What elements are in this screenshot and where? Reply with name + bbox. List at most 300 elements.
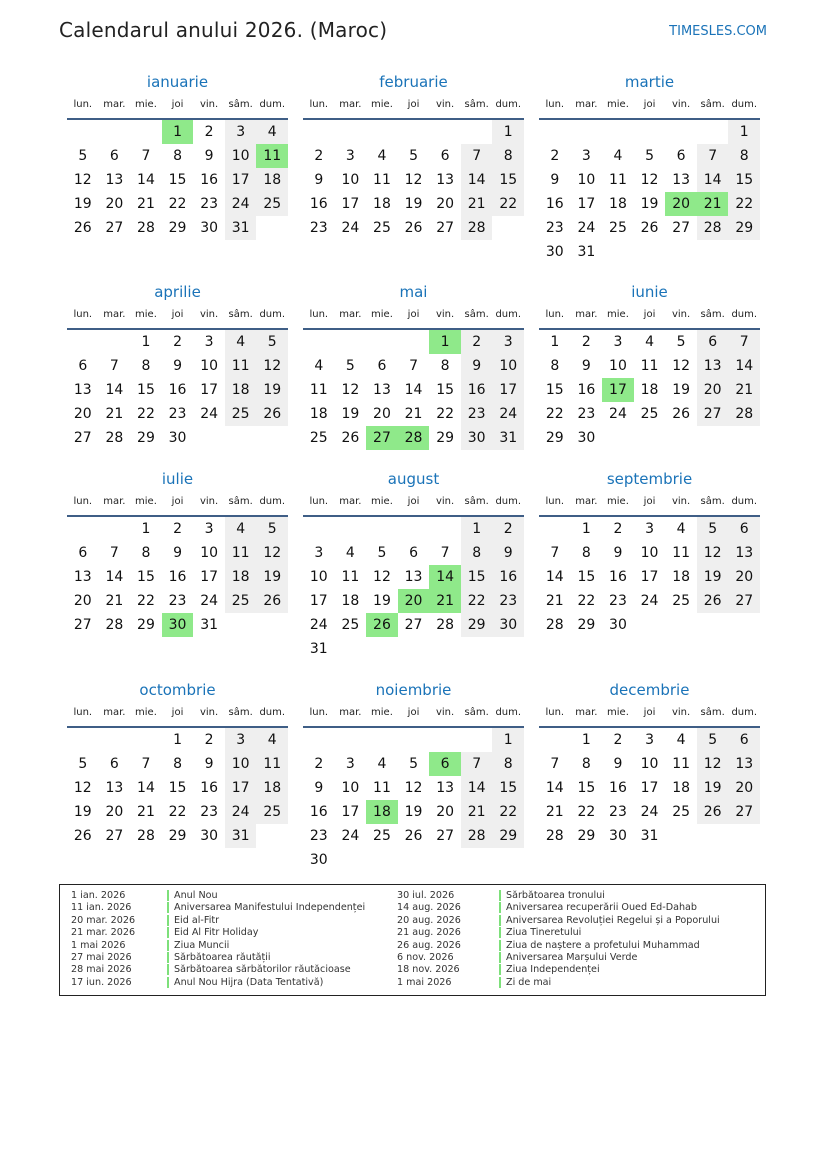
week-row [67, 517, 288, 541]
day-cell: 29 [545, 430, 564, 446]
weekday-label: sâm. [228, 309, 253, 320]
empty-day-cell [492, 637, 524, 661]
empty-day-cell [461, 728, 493, 752]
weekday-label: lun. [545, 707, 565, 718]
month-noiembrie [303, 680, 524, 872]
weekend-day-cell: 11 [225, 354, 257, 378]
day-cell: 22 [168, 804, 187, 820]
week-row [67, 752, 288, 776]
weekend-day-cell: 28 [728, 402, 760, 426]
legend-row [71, 952, 401, 964]
empty-day-cell [665, 426, 697, 450]
week-row [539, 330, 760, 354]
day-cell: 7 [141, 148, 151, 164]
day-cell: 16 [168, 569, 187, 585]
weekend-day-cell: 8 [492, 144, 524, 168]
weekend-day-cell: 16 [461, 378, 493, 402]
empty-day-cell [697, 426, 729, 450]
day-cell: 16 [168, 382, 187, 398]
legend-row [397, 915, 757, 927]
weekday-label: dum. [259, 707, 286, 718]
holiday-legend [59, 884, 766, 996]
empty-day-cell [303, 330, 335, 354]
weekday-label: mar. [339, 99, 362, 110]
weekend-day-cell: 9 [461, 354, 493, 378]
empty-day-cell [398, 728, 430, 752]
day-cell: 28 [545, 617, 564, 633]
day-cell: 10 [609, 358, 627, 374]
weekday-label: mie. [371, 496, 393, 507]
day-cell: 4 [377, 756, 387, 772]
day-cell: 28 [436, 617, 455, 633]
day-cell: 23 [577, 406, 596, 422]
day-cell: 19 [640, 196, 659, 212]
week-row [539, 728, 760, 752]
day-cell: 10 [341, 780, 360, 796]
day-cell: 23 [609, 593, 627, 609]
weekend-day-cell: 19 [256, 565, 288, 589]
holiday-day-cell: 18 [366, 800, 398, 824]
day-cell: 9 [204, 756, 214, 772]
day-cell: 17 [200, 382, 219, 398]
empty-day-cell [634, 240, 666, 264]
day-cell: 21 [105, 406, 124, 422]
day-cell: 22 [577, 593, 596, 609]
day-cell: 30 [168, 430, 187, 446]
day-cell: 8 [581, 545, 591, 561]
day-cell: 24 [309, 617, 328, 633]
weekend-day-cell: 11 [225, 541, 257, 565]
holiday-name: Ziua Independenței [499, 964, 600, 975]
day-cell: 1 [141, 521, 151, 537]
weekend-day-cell: 28 [461, 216, 493, 240]
weekday-label: mie. [371, 707, 393, 718]
empty-day-cell [335, 637, 367, 661]
month-august [303, 469, 524, 661]
week-row [539, 426, 760, 450]
day-cell: 17 [309, 593, 328, 609]
day-cell: 15 [137, 569, 155, 585]
weekend-day-cell: 12 [256, 541, 288, 565]
empty-day-cell [67, 120, 99, 144]
day-cell: 13 [672, 172, 691, 188]
holiday-date: 17 iun. 2026 [71, 976, 132, 988]
day-cell: 15 [577, 780, 596, 796]
weekday-label: joi [171, 309, 184, 320]
empty-day-cell [398, 517, 430, 541]
day-cell: 22 [137, 406, 155, 422]
day-cell: 15 [137, 382, 155, 398]
day-cell: 22 [436, 406, 455, 422]
day-cell: 2 [613, 521, 623, 537]
weekday-label: dum. [731, 707, 758, 718]
day-cell: 15 [545, 382, 564, 398]
holiday-date: 27 mai 2026 [71, 951, 132, 963]
day-cell: 1 [141, 334, 151, 350]
empty-day-cell [303, 728, 335, 752]
weekday-label: mar. [103, 99, 126, 110]
weekday-label: sâm. [700, 707, 725, 718]
weekday-label: mie. [135, 496, 157, 507]
day-cell: 10 [577, 172, 596, 188]
day-cell: 4 [676, 732, 686, 748]
weekend-day-cell: 24 [225, 192, 257, 216]
weekend-day-cell: 17 [225, 168, 257, 192]
day-cell: 23 [309, 220, 328, 236]
week-row [67, 120, 288, 144]
week-row [539, 120, 760, 144]
empty-day-cell [366, 728, 398, 752]
day-cell: 23 [309, 828, 328, 844]
day-cell: 23 [200, 804, 219, 820]
empty-day-cell [366, 637, 398, 661]
weekday-label: lun. [309, 99, 329, 110]
month-aprilie [67, 282, 288, 450]
weekday-header [303, 704, 524, 728]
weekend-day-cell: 14 [461, 168, 493, 192]
day-cell: 12 [73, 780, 92, 796]
week-row [303, 378, 524, 402]
month-title: august [387, 470, 440, 488]
weekend-day-cell: 22 [492, 800, 524, 824]
holiday-date: 21 mar. 2026 [71, 927, 136, 939]
weekend-day-cell: 14 [728, 354, 760, 378]
empty-day-cell [429, 637, 461, 661]
weekday-label: mie. [135, 707, 157, 718]
day-cell: 4 [314, 358, 324, 374]
day-cell: 19 [373, 593, 391, 609]
day-cell: 23 [200, 196, 219, 212]
weekend-day-cell: 7 [697, 144, 729, 168]
weekday-label: sâm. [700, 496, 725, 507]
month-title: decembrie [609, 681, 690, 699]
weekend-day-cell: 22 [728, 192, 760, 216]
day-cell: 26 [640, 220, 659, 236]
empty-day-cell [256, 216, 288, 240]
day-cell: 3 [204, 521, 214, 537]
week-row [539, 192, 760, 216]
holiday-date: 30 iul. 2026 [397, 890, 455, 901]
day-cell: 16 [577, 382, 596, 398]
holiday-date: 18 nov. 2026 [397, 964, 460, 976]
weekday-label: sâm. [464, 309, 489, 320]
day-cell: 11 [672, 756, 691, 772]
day-cell: 19 [341, 406, 360, 422]
empty-day-cell [492, 216, 524, 240]
day-cell: 30 [545, 244, 564, 260]
week-row [67, 144, 288, 168]
weekend-day-cell: 3 [225, 728, 257, 752]
week-row [303, 565, 524, 589]
empty-day-cell [665, 120, 697, 144]
weekend-day-cell: 30 [492, 613, 524, 637]
holiday-name: Eid al-Fitr [167, 915, 219, 926]
holiday-name: Ziua Tineretului [499, 927, 581, 938]
day-cell: 8 [141, 545, 151, 561]
empty-day-cell [335, 728, 367, 752]
weekday-label: mar. [103, 707, 126, 718]
empty-day-cell [99, 517, 131, 541]
month-decembrie [539, 680, 760, 848]
legend-row [397, 977, 757, 989]
weekday-label: mie. [135, 99, 157, 110]
weekday-label: vin. [435, 496, 455, 507]
holiday-name: Aniversarea Manifestului Independenței [167, 902, 365, 913]
weekend-day-cell: 10 [225, 752, 257, 776]
month-title: mai [399, 283, 428, 301]
day-cell: 3 [204, 334, 214, 350]
day-cell: 18 [309, 406, 328, 422]
week-row [67, 216, 288, 240]
weekday-label: sâm. [228, 707, 253, 718]
holiday-day-cell: 21 [697, 192, 729, 216]
weekend-day-cell: 12 [697, 541, 729, 565]
day-cell: 29 [137, 617, 155, 633]
empty-day-cell [398, 637, 430, 661]
day-cell: 27 [73, 430, 92, 446]
weekend-day-cell: 10 [492, 354, 524, 378]
day-cell: 11 [341, 569, 360, 585]
day-cell: 16 [609, 780, 627, 796]
weekend-day-cell: 15 [728, 168, 760, 192]
day-cell: 2 [204, 732, 214, 748]
weekday-label: dum. [495, 309, 522, 320]
day-cell: 17 [200, 569, 219, 585]
week-row [303, 168, 524, 192]
weekday-header [539, 493, 760, 517]
weekend-day-cell: 29 [728, 216, 760, 240]
weekend-day-cell: 19 [697, 776, 729, 800]
weekend-day-cell: 14 [697, 168, 729, 192]
weekend-day-cell: 2 [492, 517, 524, 541]
empty-day-cell [602, 120, 634, 144]
day-cell: 16 [200, 780, 219, 796]
week-row [539, 776, 760, 800]
weekday-label: vin. [435, 99, 455, 110]
weekend-day-cell: 19 [256, 378, 288, 402]
week-row [303, 776, 524, 800]
day-cell: 12 [341, 382, 360, 398]
legend-row [397, 952, 757, 964]
weekday-label: lun. [545, 99, 565, 110]
weekend-day-cell: 18 [225, 378, 257, 402]
weekend-day-cell: 6 [697, 330, 729, 354]
holiday-day-cell: 20 [665, 192, 697, 216]
day-cell: 14 [105, 569, 124, 585]
legend-row [71, 890, 401, 902]
weekend-day-cell: 29 [492, 824, 524, 848]
weekend-day-cell: 12 [697, 752, 729, 776]
weekday-label: dum. [495, 99, 522, 110]
day-cell: 19 [404, 196, 423, 212]
legend-row [397, 890, 757, 902]
weekday-label: joi [643, 309, 656, 320]
day-cell: 28 [137, 220, 155, 236]
empty-day-cell [225, 426, 257, 450]
day-cell: 29 [168, 828, 187, 844]
weekend-day-cell: 6 [728, 728, 760, 752]
legend-row [397, 902, 757, 914]
weekend-day-cell: 14 [461, 776, 493, 800]
day-cell: 2 [314, 756, 324, 772]
weekday-header [539, 306, 760, 330]
month-iunie [539, 282, 760, 450]
weekend-day-cell: 1 [728, 120, 760, 144]
week-row [539, 378, 760, 402]
day-cell: 20 [105, 196, 124, 212]
day-cell: 25 [640, 406, 659, 422]
holiday-date: 20 mar. 2026 [71, 914, 136, 926]
holiday-date: 21 aug. 2026 [397, 927, 461, 939]
day-cell: 13 [73, 569, 92, 585]
holiday-day-cell: 11 [256, 144, 288, 168]
week-row [303, 192, 524, 216]
week-row [303, 848, 524, 872]
week-row [67, 402, 288, 426]
day-cell: 5 [409, 756, 418, 772]
weekend-day-cell: 25 [256, 800, 288, 824]
day-cell: 22 [168, 196, 187, 212]
empty-day-cell [665, 824, 697, 848]
day-cell: 18 [672, 569, 691, 585]
day-cell: 16 [545, 196, 564, 212]
empty-day-cell [99, 330, 131, 354]
day-cell: 10 [640, 545, 659, 561]
day-cell: 18 [373, 196, 391, 212]
brand-link[interactable]: TIMESLES.COM [669, 24, 767, 39]
legend-column [397, 890, 757, 989]
weekend-day-cell: 18 [256, 168, 288, 192]
day-cell: 13 [105, 780, 124, 796]
weekend-day-cell: 5 [697, 517, 729, 541]
month-octombrie [67, 680, 288, 848]
empty-day-cell [193, 426, 225, 450]
day-cell: 11 [309, 382, 328, 398]
week-row [539, 240, 760, 264]
holiday-date: 1 mai 2026 [397, 976, 452, 988]
week-row [539, 800, 760, 824]
week-row [539, 168, 760, 192]
week-row [303, 752, 524, 776]
day-cell: 2 [314, 148, 324, 164]
empty-day-cell [665, 240, 697, 264]
day-cell: 30 [200, 828, 219, 844]
empty-day-cell [461, 637, 493, 661]
weekday-label: vin. [199, 496, 219, 507]
day-cell: 29 [436, 430, 455, 446]
week-row [539, 565, 760, 589]
weekday-label: vin. [435, 309, 455, 320]
day-cell: 7 [109, 358, 119, 374]
day-cell: 26 [73, 828, 92, 844]
holiday-name: Sărbătoarea tronului [499, 890, 605, 901]
day-cell: 18 [609, 196, 627, 212]
day-cell: 26 [404, 220, 423, 236]
day-cell: 3 [314, 545, 324, 561]
weekday-label: dum. [259, 496, 286, 507]
empty-day-cell [429, 848, 461, 872]
day-cell: 2 [173, 521, 182, 537]
day-cell: 19 [73, 196, 92, 212]
day-cell: 24 [577, 220, 596, 236]
weekday-label: vin. [671, 707, 691, 718]
empty-day-cell [398, 848, 430, 872]
empty-day-cell [67, 728, 99, 752]
day-cell: 26 [341, 430, 360, 446]
day-cell: 5 [676, 334, 686, 350]
empty-day-cell [335, 120, 367, 144]
day-cell: 3 [645, 732, 654, 748]
weekend-day-cell: 1 [461, 517, 493, 541]
day-cell: 1 [173, 732, 182, 748]
empty-day-cell [366, 330, 398, 354]
day-cell: 27 [404, 617, 423, 633]
weekday-header [539, 704, 760, 728]
weekday-label: mar. [575, 309, 598, 320]
weekend-day-cell: 7 [461, 752, 493, 776]
day-cell: 24 [640, 593, 659, 609]
empty-day-cell [461, 120, 493, 144]
empty-day-cell [130, 728, 162, 752]
day-cell: 24 [640, 804, 659, 820]
weekend-day-cell: 7 [461, 144, 493, 168]
day-cell: 21 [105, 593, 124, 609]
week-row [67, 354, 288, 378]
weekend-day-cell: 31 [225, 824, 257, 848]
day-cell: 14 [545, 780, 564, 796]
weekday-label: joi [171, 707, 184, 718]
week-row [303, 728, 524, 752]
weekday-label: vin. [671, 309, 691, 320]
weekday-label: mie. [607, 707, 629, 718]
day-cell: 17 [640, 569, 659, 585]
day-cell: 22 [545, 406, 564, 422]
weekend-day-cell: 20 [697, 378, 729, 402]
month-title: ianuarie [146, 73, 209, 91]
weekend-day-cell: 21 [461, 800, 493, 824]
weekday-label: dum. [495, 707, 522, 718]
weekend-day-cell: 9 [492, 541, 524, 565]
empty-day-cell [634, 120, 666, 144]
weekday-label: dum. [731, 309, 758, 320]
holiday-day-cell: 28 [398, 426, 430, 450]
day-cell: 15 [168, 172, 187, 188]
month-septembrie [539, 469, 760, 637]
month-title: septembrie [606, 470, 693, 488]
weekday-label: dum. [731, 99, 758, 110]
weekday-label: mar. [339, 309, 362, 320]
week-row [67, 192, 288, 216]
week-row [539, 402, 760, 426]
weekend-day-cell: 26 [697, 589, 729, 613]
weekday-label: sâm. [464, 99, 489, 110]
holiday-day-cell: 17 [602, 378, 634, 402]
day-cell: 6 [409, 545, 418, 561]
weekend-day-cell: 23 [492, 589, 524, 613]
weekday-label: mie. [371, 99, 393, 110]
day-cell: 19 [73, 804, 92, 820]
weekday-header [67, 306, 288, 330]
holiday-name: Sărbătoarea sărbătorilor răutăcioase [167, 964, 351, 975]
empty-day-cell [429, 120, 461, 144]
empty-day-cell [539, 517, 571, 541]
day-cell: 2 [204, 124, 214, 140]
empty-day-cell [697, 120, 729, 144]
weekday-label: vin. [435, 707, 455, 718]
weekend-day-cell: 4 [256, 728, 288, 752]
weekend-day-cell: 3 [492, 330, 524, 354]
weekend-day-cell: 31 [492, 426, 524, 450]
